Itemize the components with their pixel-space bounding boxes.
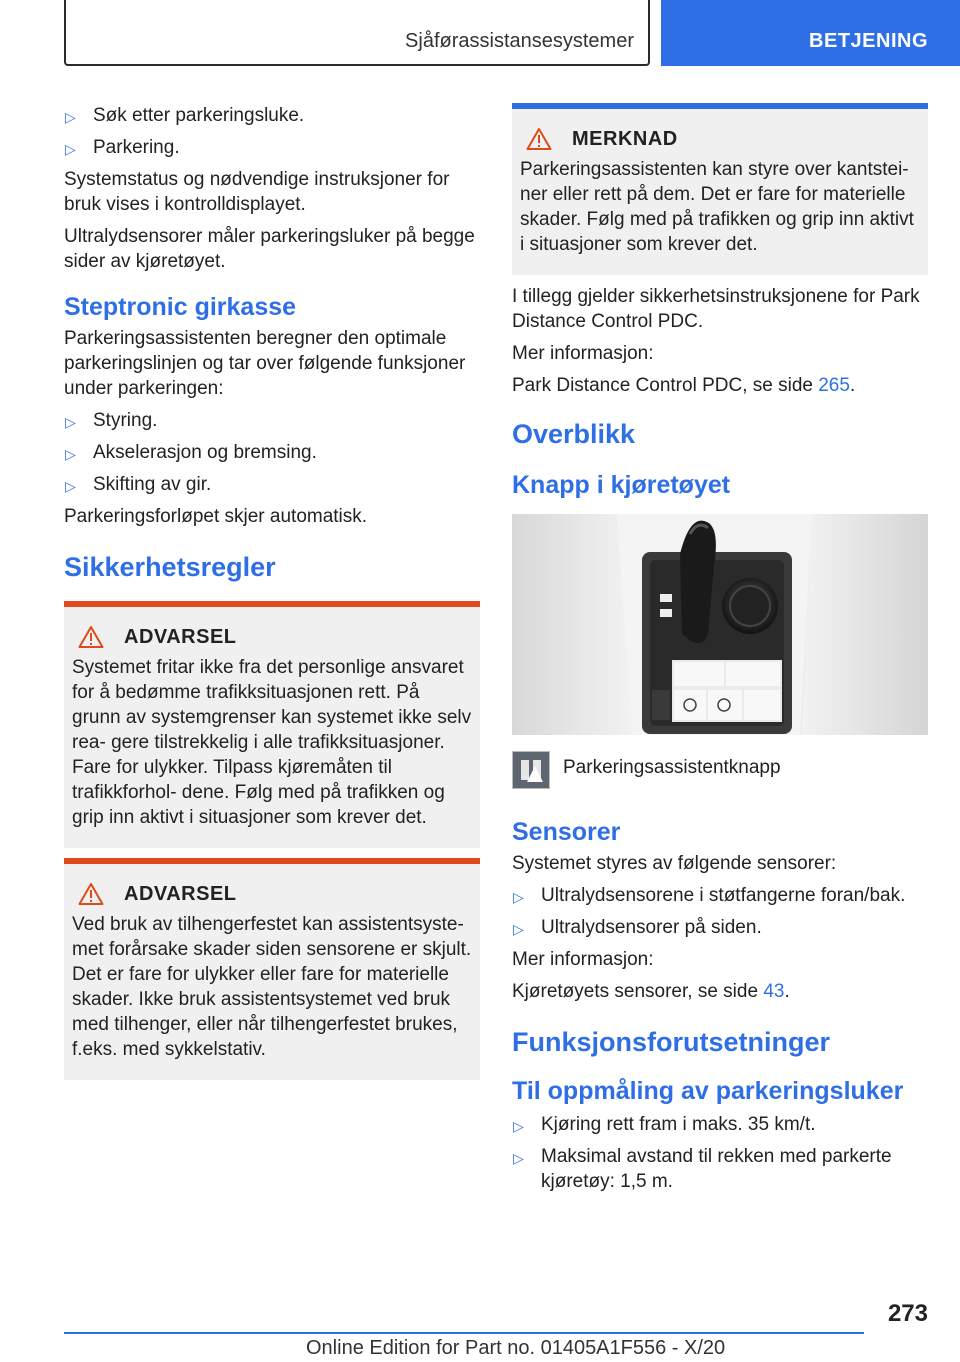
heading-function-requirements: Funksjonsforutsetninger: [512, 1027, 831, 1057]
center-console-photo: [512, 514, 928, 735]
list-item: ▷ Ultralydsensorene i støtfangerne foran/bak.: [512, 883, 928, 908]
triangle-bullet-icon: ▷: [513, 1118, 524, 1134]
note-body: Parkeringsassistenten kan styre over kantstei- ner eller rett på dem. Det er fare for materielle skader. Følg med på trafikken og grip inn aktivt i situasjoner som krever det.: [520, 159, 914, 255]
button-label: Parkeringsassistentknapp: [563, 757, 781, 778]
paragraph-automatic: Parkeringsforløpet skjer automatisk.: [64, 506, 368, 527]
list-item: ▷ Styring.: [64, 408, 480, 433]
header-section-tab: [64, 0, 650, 66]
heading-sensors: Sensorer: [512, 818, 621, 846]
triangle-bullet-icon: ▷: [65, 109, 76, 125]
warning-box: [64, 601, 480, 848]
warning-title: ADVARSEL: [124, 882, 237, 905]
console-illustration: [512, 514, 928, 735]
paragraph-sensors: Systemet styres av følgende sensorer:: [512, 853, 837, 874]
list-item: ▷ Skifting av gir.: [64, 472, 480, 497]
triangle-bullet-icon: ▷: [65, 414, 76, 430]
button-legend-row: [512, 751, 928, 789]
heading-safety: Sikkerhetsregler: [64, 552, 276, 582]
triangle-bullet-icon: ▷: [513, 1150, 524, 1166]
triangle-bullet-icon: ▷: [513, 921, 524, 937]
header-section-title: Sjåførassistansesystemer: [405, 30, 634, 52]
list-item: ▷ Parkering.: [64, 135, 480, 160]
paragraph-pdc: I tillegg gjelder sikkerhetsinstruksjonene for Park Distance Control PDC.: [512, 286, 920, 332]
heading-button-in-vehicle: Knapp i kjøretøyet: [512, 471, 731, 499]
parking-assistant-button-icon: [512, 751, 550, 789]
left-column: [64, 103, 480, 1080]
list-item: ▷ Akselerasjon og bremsing.: [64, 440, 480, 465]
more-info-label: Mer informasjon:: [512, 949, 654, 970]
list-item: ▷ Kjøring rett fram i maks. 35 km/t.: [512, 1112, 928, 1137]
list-item: ▷ Søk etter parkeringsluke.: [64, 103, 480, 128]
header-chapter-tab: [661, 0, 960, 66]
warning-triangle-icon: [526, 127, 552, 151]
warning-title: ADVARSEL: [124, 625, 237, 648]
pdc-reference: Park Distance Control PDC, se side 265.: [512, 375, 856, 396]
warning-body: Ved bruk av tilhengerfestet kan assistentsyste- met forårsake skader siden sensorene er skjult. Det er fare for ulykker eller fare for materielle skader. Ikke bruk assistentsystemet ved bruk med tilhenger, eller når tilhengerfestet brukes, f.eks. med sykkelstativ.: [72, 914, 472, 1060]
header-chapter-title: BETJENING: [809, 30, 928, 52]
page-link-43[interactable]: 43: [763, 981, 785, 1002]
warning-body: Systemet fritar ikke fra det personlige ansvaret for å bedømme trafikksituasjonen rett. På grunn av systemgrenser kan systemet ikke selv rea- gere tilstrekkelig i alle trafikksituasjoner. Fare for ulykker. Tilpass kjøremåten til trafikkforhol- dene. Følg med på trafikken og grip inn aktivt i situasjoner som krever det.: [72, 657, 472, 828]
paragraph-system-status: Systemstatus og nødvendige instruksjoner for bruk vises i kontrolldisplayet.: [64, 169, 450, 215]
page-link-265[interactable]: 265: [818, 375, 850, 396]
warning-box: [64, 858, 480, 1080]
list-item: ▷ Maksimal avstand til rekken med parkerte kjøretøy: 1,5 m.: [513, 1146, 892, 1192]
heading-steptronic: Steptronic girkasse: [64, 293, 297, 321]
warning-triangle-icon: [78, 882, 104, 906]
paragraph-ultrasonic: Ultralydsensorer måler parkeringsluker på begge sider av kjøretøyet.: [64, 226, 475, 272]
heading-measuring-spaces: Til oppmåling av parkeringsluker: [512, 1077, 904, 1105]
triangle-bullet-icon: ▷: [65, 478, 76, 494]
heading-overview: Overblikk: [512, 419, 636, 449]
warning-triangle-icon: [78, 625, 104, 649]
page-number: 273: [887, 1300, 928, 1327]
footer-divider: [64, 1332, 864, 1334]
paragraph-steptronic: Parkeringsassistenten beregner den optimale parkeringslinjen og tar over følgende funksjoner under parkeringen:: [64, 328, 466, 399]
sensors-reference: Kjøretøyets sensorer, se side 43.: [512, 981, 790, 1002]
note-box: [512, 103, 928, 275]
more-info-label: Mer informasjon:: [512, 343, 654, 364]
list-item: ▷ Ultralydsensorer på siden.: [512, 915, 928, 940]
triangle-bullet-icon: ▷: [65, 141, 76, 157]
note-title: MERKNAD: [572, 127, 678, 150]
triangle-bullet-icon: ▷: [65, 446, 76, 462]
footer-edition: Online Edition for Part no. 01405A1F556 - X/20: [306, 1337, 726, 1359]
triangle-bullet-icon: ▷: [513, 889, 524, 905]
right-column: [512, 103, 928, 1201]
